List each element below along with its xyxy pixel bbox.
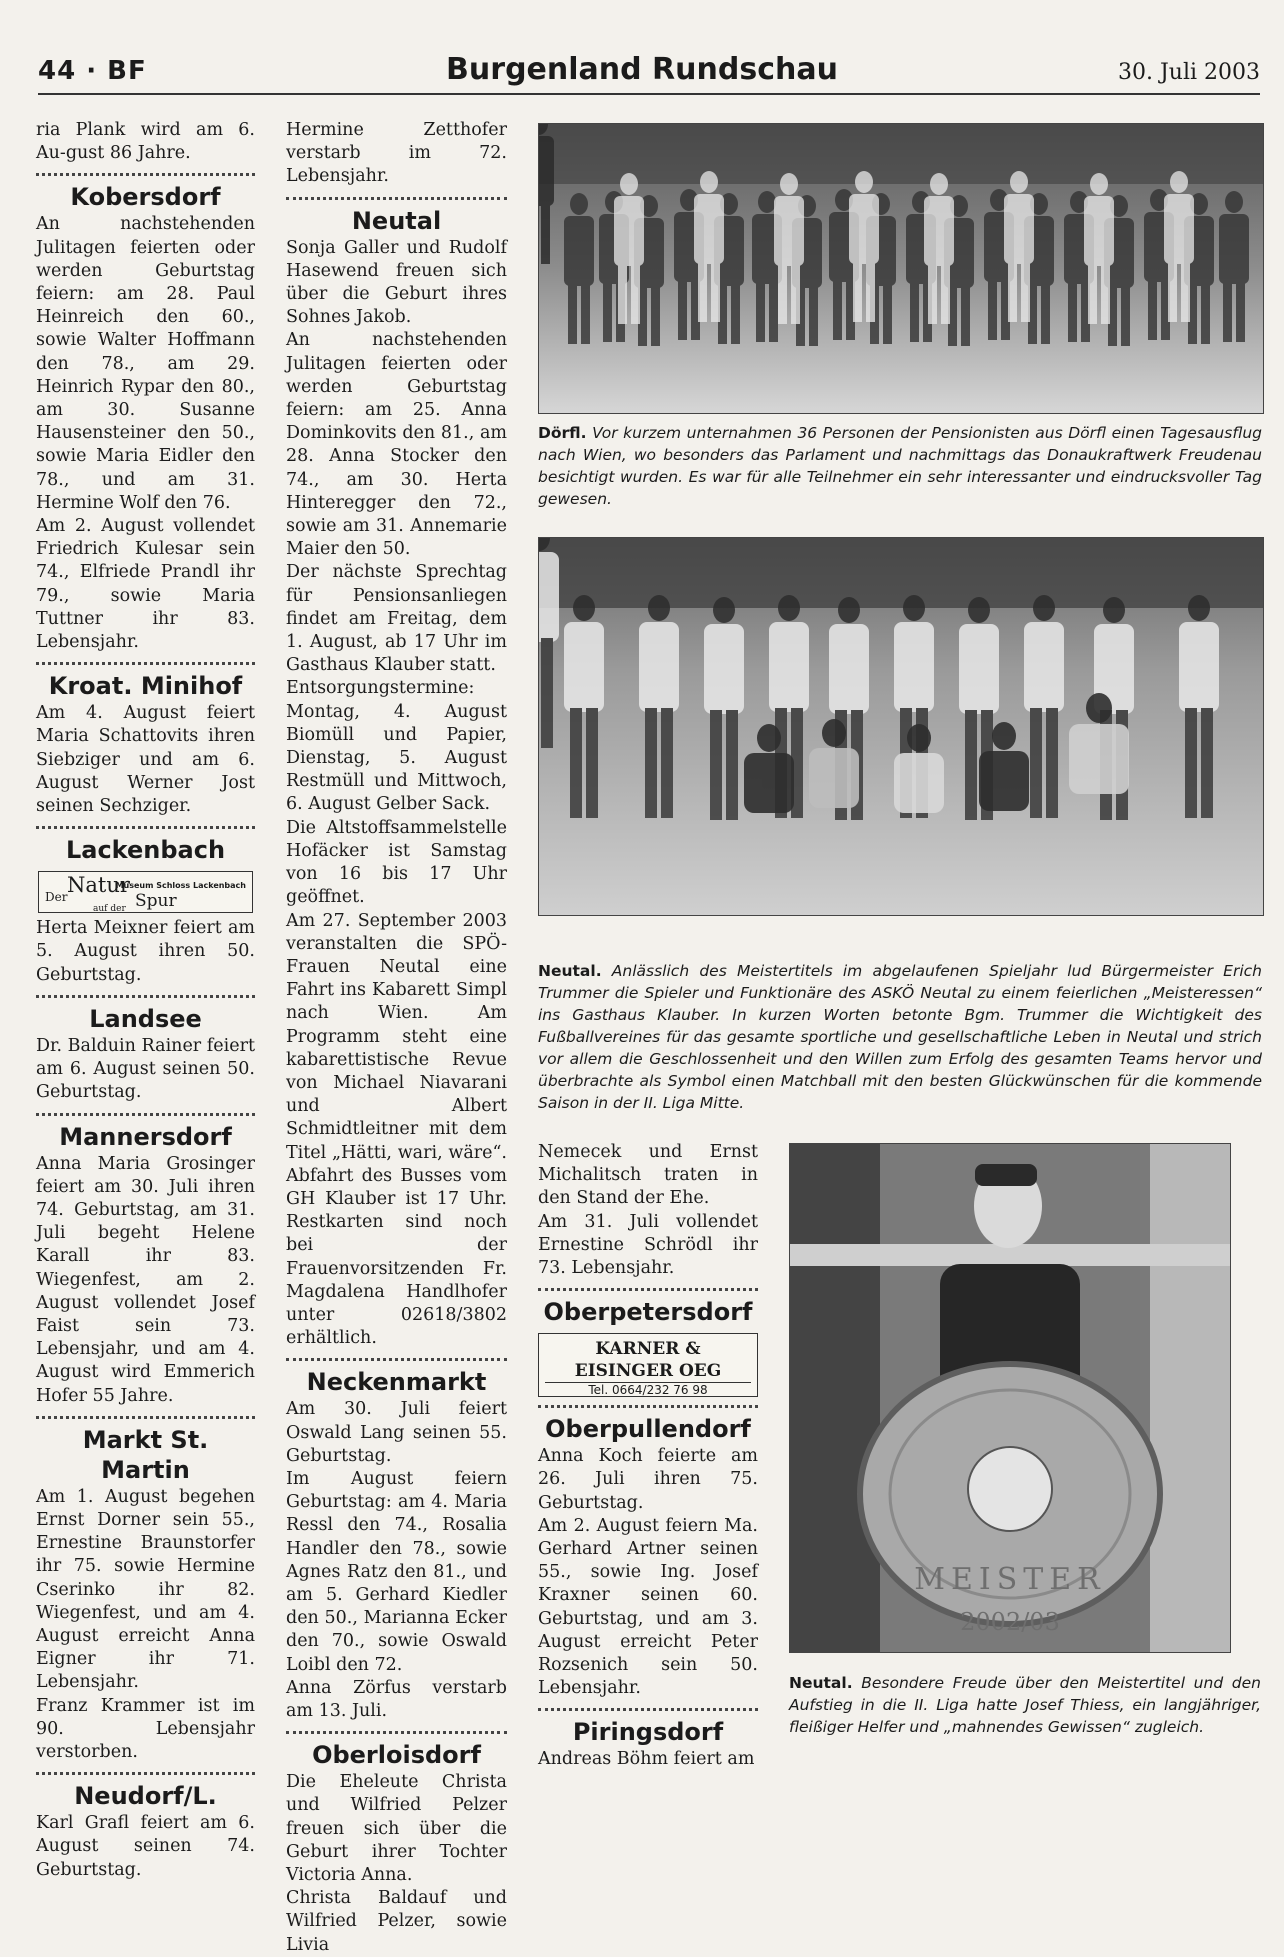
col3-intro-2: Am 31. Juli vollendet Ernestine Schrödl ihr 73. Lebensjahr. [538,1211,758,1279]
neckenmarkt-text-1: Am 30. Juli feiert Oswald Lang seinen 55. Geburtstag. [286,1399,507,1466]
neutal-text-1: Sonja Galler und Rudolf Hasewend freuen sich über die Geburt ihres Sohnes Jakob. [286,237,507,328]
col1-intro: ria Plank wird am 6. Au-gust 86 Jahre. [36,120,255,164]
photo-neutal-team [538,537,1264,916]
shield-year: 2002/03 [960,1608,1060,1636]
heading-kobersdorf: Kobersdorf [70,183,221,212]
ad-natur-museum: Museum Schloss Lackenbach [115,881,246,891]
separator [538,1288,758,1291]
lackenbach-text-1: Herta Meixner feiert am 5. August ihren 50. Geburtstag. [36,918,255,985]
newspaper-title: Burgenland Rundschau [446,52,838,87]
separator [36,662,255,665]
col3-intro: Nemecek und Ernst Michalitsch traten in den Stand der Ehe. [538,1142,758,1209]
heading-oberloisdorf: Oberloisdorf [312,1741,481,1770]
oberpullendorf-text-2: Am 2. August feiern Ma. Gerhard Artner seinen 55., sowie Ing. Josef Kraxner seinen 60. Geburtstag, und am 3. August erreicht Peter Rozsenich sein 50. Lebensjahr. [538,1515,758,1699]
caption-thiess-text: Besondere Freude über den Meistertitel und den Aufstieg in die II. Liga hatte Josef Thiess, ein langjähriger, fleißiger Helfer und „mahnendes Gewissen“ zugleich. [789,1674,1261,1736]
separator [286,197,507,200]
ad-natur-word: Natur [67,873,130,898]
header-rule [38,93,1260,95]
neutal-text-2: An nachstehenden Julitagen feierten oder werden Geburtstag feiern: am 25. Anna Dominkovits den 81., am 28. Anna Stocker den 74., am 30. Herta Hinteregger den 72., sowie am 31. Annemarie Maier den 50. [286,330,507,560]
column-1 [36,119,255,1882]
caption-doerfl-text: Vor kurzem unternahmen 36 Personen der Pensionisten aus Dörfl einen Tagesausflug nach Wien, wo besonders das Parlament und nachmittags das Donaukraftwerk Freudenau besichtigt wurden. Es war für alle Teilnehmer ein sehr interessanter und eindrucksvoller Tag gewesen. [538,424,1262,508]
photo-neutal-team-image [539,538,1263,915]
caption-doerfl-place: Dörfl. [538,424,587,442]
oberloisdorf-text-1: Die Eheleute Christa und Wilfried Pelzer freuen sich über die Geburt ihrer Tochter Victoria Anna. [286,1772,507,1886]
neudorf-text-1: Karl Grafl feiert am 6. August seinen 74. Geburtstag. [36,1813,255,1880]
minihof-text-1: Am 4. August feiert Maria Schattovits ihren Siebziger und am 6. August Werner Jost seinen Sechziger. [36,703,255,817]
photo-thiess-shield [789,1143,1231,1653]
separator [36,826,255,829]
caption-thiess [789,1672,1261,1738]
ad-natur-spur: Spur [135,891,177,912]
photo-doerfl-group [538,123,1264,414]
separator [36,1113,255,1116]
martin-text-1: Am 1. August begehen Ernst Dorner sein 55., Ernestine Braunstorfer ihr 75. sowie Hermine Cserinko ihr 82. Wiegenfest, und am 4. August erreicht Anna Eigner ihr 71. Lebensjahr. [36,1486,255,1693]
neutal-text-5: Die Altstoffsammelstelle Hofäcker ist Samstag von 16 bis 17 Uhr geöffnet. [286,817,507,908]
heading-neckenmarkt: Neckenmarkt [306,1368,487,1397]
ad-natur-auf-der-spur [38,871,253,913]
photo-thiess-shield-image [790,1144,1230,1652]
column-3 [538,1141,758,1772]
piringsdorf-text-1: Andreas Böhm feiert am [538,1749,755,1770]
heading-mannersdorf: Mannersdorf [59,1122,232,1151]
neutal-text-3: Der nächste Sprechtag für Pensionsanliegen findet am Freitag, dem 1. August, ab 17 Uhr im Gasthaus Klauber statt. [286,562,507,676]
ad-natur-der: Der [45,890,68,905]
neckenmarkt-text-3: Anna Zörfus verstarb am 13. Juli. [286,1677,507,1721]
separator [286,1358,507,1361]
heading-oberpetersdorf: Oberpetersdorf [543,1298,753,1327]
col2-intro: Hermine Zetthofer verstarb im 72. Lebensjahr. [286,120,507,187]
caption-neutal-team [538,960,1262,1114]
separator [36,995,255,998]
heading-kroat-minihof: Kroat. Minihof [48,672,243,701]
heading-oberpullendorf: Oberpullendorf [545,1415,751,1444]
heading-landsee: Landsee [89,1004,202,1033]
separator [538,1405,758,1408]
separator [538,1708,758,1711]
issue-date: 30. Juli 2003 [1117,60,1260,85]
heading-piringsdorf: Piringsdorf [572,1718,724,1747]
kobersdorf-text-1: An nachstehenden Julitagen feierten oder werden Geburtstag feiern: am 28. Paul Heinreich den 60., sowie Walter Hoffmann den 78., am 29. Heinrich Rypar den 80., am 30. Susanne Hausensteiner den 50., sowie Maria Eidler den 78., und am 31. Hermine Wolf den 76. [36,214,255,513]
neckenmarkt-text-2: Im August feiern Geburtstag: am 4. Maria Ressl den 74., Rosalia Handler den 78., sowie Agnes Ratz den 81., und am 5. Gerhard Kiedler den 50., Marianna Ecker den 70., sowie Oswald Loibl den 72. [286,1468,507,1675]
page-number: 44 · BF [38,56,147,86]
ad-karner-phone: Tel. 0664/232 76 98 [545,1382,751,1397]
separator [36,1416,255,1419]
separator [286,1731,507,1734]
separator [36,1772,255,1775]
ad-karner-line-1: KARNER & [595,1339,701,1360]
column-2 [286,119,507,1957]
mannersdorf-text-1: Anna Maria Grosinger feiert am 30. Juli ihren 74. Geburtstag, am 31. Juli begeht Helene Karall ihr 83. Wiegenfest, am 2. August vollendet Josef Faist sein 73. Lebensjahr, und am 4. August wird Emmerich Hofer 55 Jahre. [36,1153,255,1406]
caption-neutal-team-place: Neutal. [538,962,602,980]
separator [36,173,255,176]
caption-doerfl [538,422,1262,510]
ad-karner-eisinger [538,1333,758,1397]
kobersdorf-text-2: Am 2. August vollendet Friedrich Kulesar sein 74., Elfriede Prandl ihr 79., sowie Maria Tuttner ihr 83. Lebensjahr. [36,516,255,653]
neutal-text-6: Am 27. September 2003 veranstalten die SPÖ-Frauen Neutal eine Fahrt ins Kabarett Simpl nach Wien. Am Programm steht eine kabarettistische Revue von Michael Niavarani und Albert Schmidtleitner mit dem Titel „Hätti, wari, wäre“. Abfahrt des Busses vom GH Klauber ist 17 Uhr. Restkarten sind noch bei der Frauenvorsitzenden Fr. Magdalena Handlhofer unter 02618/3802 erhältlich. [286,910,507,1349]
shield-text: MEISTER [914,1562,1106,1597]
neutal-text-4: Entsorgungstermine: Montag, 4. August Biomüll und Papier, Dienstag, 5. August Restmüll und Mittwoch, 6. August Gelber Sack. [286,678,507,815]
caption-neutal-team-text: Anlässlich des Meistertitels im abgelaufenen Spieljahr lud Bürgermeister Erich Trummer die Spieler und Funktionäre des ASKÖ Neutal zu einem feierlichen „Meisteressen“ ins Gasthaus Klauber. In kurzen Worten betonte Bgm. Trummer die Wichtigkeit des Fußballvereines für das gesamte sportliche und gesellschaftliche Leben in Neutal und strich vor allem die Geschlossenheit und den Willen zum Erfolg des gesamten Teams hervor und überbrachte als Symbol einen Matchball mit den besten Glückwünschen für die kommende Saison in der II. Liga Mitte. [538,962,1262,1112]
oberpullendorf-text-1: Anna Koch feierte am 26. Juli ihren 75. Geburtstag. [538,1446,758,1513]
heading-neudorf: Neudorf/L. [74,1782,217,1811]
landsee-text-1: Dr. Balduin Rainer feiert am 6. August seinen 50. Geburtstag. [36,1035,255,1103]
heading-lackenbach: Lackenbach [65,836,226,865]
ad-karner-line-2: EISINGER OEG [574,1361,722,1382]
martin-text-2: Franz Krammer ist im 90. Lebensjahr verstorben. [36,1695,255,1762]
photo-doerfl-group-image [539,124,1263,413]
oberloisdorf-text-2: Christa Baldauf und Wilfried Pelzer, sowie Livia [286,1888,507,1955]
heading-neutal: Neutal [351,206,442,235]
heading-markt-st-martin: Markt St. Martin [82,1425,209,1484]
ad-natur-auf-der: auf der [93,904,126,915]
caption-thiess-place: Neutal. [789,1674,853,1692]
